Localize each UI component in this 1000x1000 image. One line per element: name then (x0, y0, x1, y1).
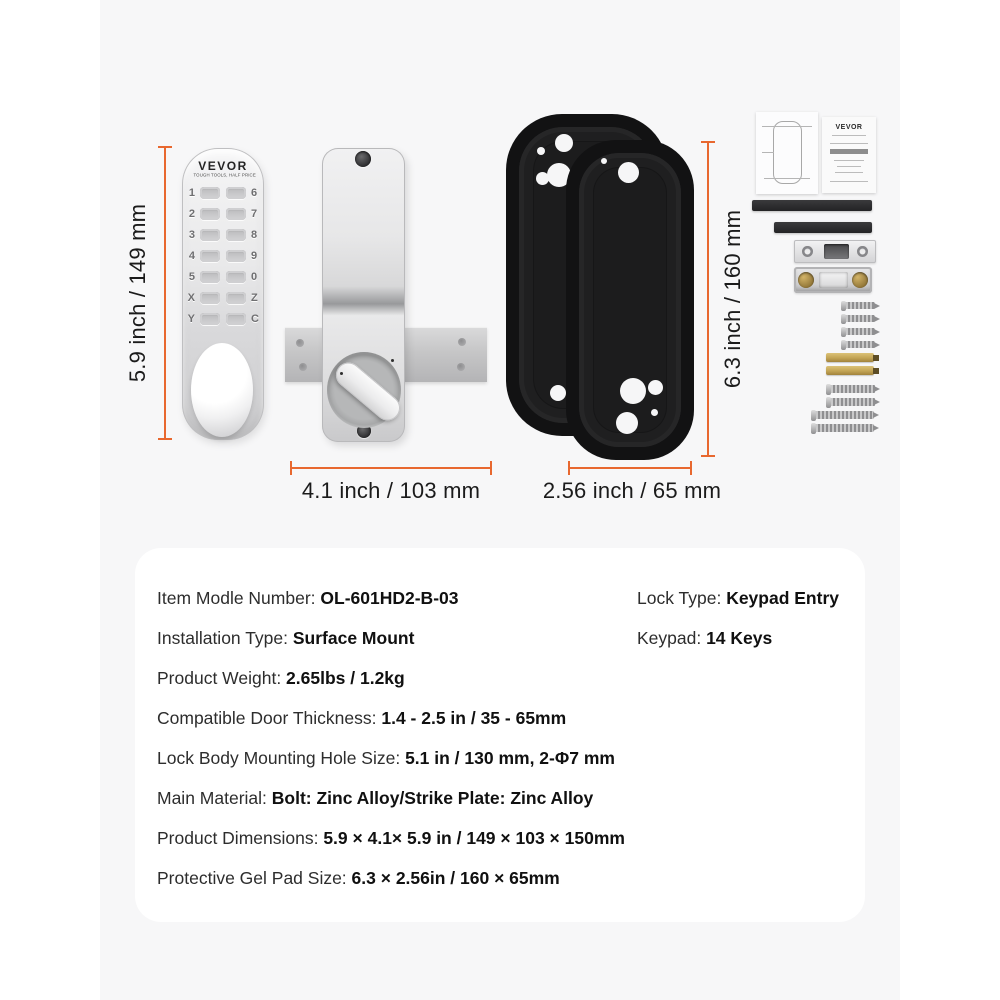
screw-hole-top (355, 151, 371, 167)
bar-rivet (296, 339, 304, 347)
spec-label: Main Material: (157, 788, 272, 808)
dimension-label-keypad-height: 5.9 inch / 149 mm (125, 203, 150, 383)
keypad-row (182, 266, 264, 287)
key-button (200, 313, 220, 325)
key-button (226, 313, 246, 325)
spec-label: Lock Type: (637, 588, 727, 608)
keypad-keys (182, 182, 264, 329)
key-label: 6 (251, 186, 258, 199)
gel-pad-hole (618, 162, 639, 183)
spec-value: 2.65lbs / 1.2kg (286, 668, 405, 688)
gel-pad-hole (601, 158, 607, 164)
spec-value: Surface Mount (292, 628, 415, 648)
gel-pad-hole (620, 378, 646, 404)
manual-text-line (834, 160, 864, 161)
template-drawing (773, 121, 802, 184)
dimension-line-gel-pad-height (707, 143, 709, 455)
keypad-row (182, 203, 264, 224)
bar-rivet (457, 363, 465, 371)
gel-pad-hole (648, 380, 663, 395)
brass-spindle (826, 366, 874, 375)
screw-long (812, 411, 874, 419)
key-button (200, 187, 220, 199)
key-label: 8 (251, 228, 258, 241)
key-button (200, 271, 220, 283)
spec-value: OL-601HD2-B-03 (320, 588, 459, 608)
rubber-strip-long (752, 200, 872, 211)
spec-row-mounting-hole-size (157, 738, 625, 778)
dimension-label-lock-body-width: 4.1 inch / 103 mm (301, 478, 481, 503)
spec-value: 5.9 × 4.1× 5.9 in / 149 × 103 × 150mm (323, 828, 625, 848)
key-label: 3 (188, 228, 195, 241)
screw-small (842, 341, 875, 348)
instruction-manual-paper (822, 117, 876, 193)
key-button (226, 187, 246, 199)
dimension-line-lock-body-width (292, 467, 490, 469)
gel-pad-hole (537, 147, 545, 155)
spec-row-door-thickness (157, 698, 625, 738)
bar-rivet (458, 338, 466, 346)
indicator-dot (391, 359, 394, 362)
spec-row-product-dimensions (157, 818, 625, 858)
spec-row-item-model-number (157, 578, 625, 618)
key-button (200, 208, 220, 220)
spec-value: Bolt: Zinc Alloy/Strike Plate: Zinc Alloy (271, 788, 594, 808)
key-label: 2 (188, 207, 195, 220)
spec-label: Protective Gel Pad Size: (157, 868, 352, 888)
keypad-row (182, 245, 264, 266)
spec-value: 5.1 in / 130 mm, 2-Φ7 mm (405, 748, 615, 768)
key-button (226, 250, 246, 262)
key-label: Y (187, 312, 195, 325)
keypad-row (182, 287, 264, 308)
keypad-row (182, 182, 264, 203)
screw-small (842, 328, 875, 335)
key-label: 7 (251, 207, 258, 220)
rubber-strip-short (774, 222, 872, 233)
indicator-dot (340, 372, 343, 375)
dimension-label-gel-pad-height: 6.3 inch / 160 mm (720, 209, 745, 389)
strike-plate (794, 240, 876, 263)
key-button (226, 208, 246, 220)
gel-pad-hole (550, 385, 566, 401)
manual-text-line (832, 135, 866, 136)
spec-label: Product Dimensions: (157, 828, 324, 848)
strike-plate-hole (857, 246, 868, 257)
key-label: Z (251, 291, 258, 304)
drilling-template-paper (756, 112, 818, 194)
key-button (226, 229, 246, 241)
key-label: C (251, 312, 259, 325)
spec-column-right (637, 578, 839, 658)
screw-long (812, 424, 874, 432)
keypad-row (182, 308, 264, 329)
manual-text-line (830, 181, 868, 182)
gel-pad-hole (536, 172, 549, 185)
spec-label: Keypad: (637, 628, 707, 648)
screw-medium (827, 398, 875, 406)
spec-label: Product Weight: (157, 668, 287, 688)
template-line (762, 152, 774, 153)
spec-label: Compatible Door Thickness: (157, 708, 382, 728)
screw-medium (827, 385, 875, 393)
screw-small (842, 315, 875, 322)
key-button (226, 292, 246, 304)
spec-value: 1.4 - 2.5 in / 35 - 65mm (381, 708, 567, 728)
key-button (226, 271, 246, 283)
key-label: 1 (188, 186, 195, 199)
template-line (764, 178, 810, 179)
spec-panel (135, 548, 865, 922)
key-label: 0 (251, 270, 258, 283)
spec-row-main-material (157, 778, 625, 818)
screw-small (842, 302, 875, 309)
vevor-tagline: TOUGH TOOLS, HALF PRICE (193, 173, 256, 179)
strike-box-opening (819, 272, 848, 288)
keypad-knob (191, 343, 253, 437)
spec-column-left (157, 578, 625, 898)
bar-rivet (299, 363, 307, 371)
manual-text-line (837, 166, 861, 167)
strike-box (794, 267, 872, 293)
spec-label: Lock Body Mounting Hole Size: (157, 748, 406, 768)
keypad-row (182, 224, 264, 245)
brass-screw (798, 272, 814, 288)
strike-plate-hole (802, 246, 813, 257)
dimension-line-gel-pad-width (570, 467, 690, 469)
gel-pad-hole (616, 412, 638, 434)
spec-row-keypad (637, 618, 839, 658)
spec-row-lock-type (637, 578, 839, 618)
spec-label: Item Modle Number: (157, 588, 321, 608)
spec-value: Keypad Entry (726, 588, 839, 608)
manual-vevor-logo: VEVOR (835, 124, 863, 131)
key-label: X (187, 291, 195, 304)
vevor-logo: VEVOR (198, 159, 248, 173)
spec-value: 14 Keys (706, 628, 773, 648)
dimension-label-gel-pad-width: 2.56 inch / 65 mm (542, 478, 722, 503)
spec-label: Installation Type: (157, 628, 293, 648)
gel-pad-hole (555, 134, 573, 152)
key-button (200, 292, 220, 304)
spec-row-installation-type (157, 618, 625, 658)
gel-pad-hole (651, 409, 658, 416)
key-label: 9 (251, 249, 258, 262)
dimension-line-keypad-height (164, 148, 166, 438)
brass-spindle (826, 353, 874, 362)
brass-screw (852, 272, 868, 288)
key-button (200, 250, 220, 262)
key-label: 5 (188, 270, 195, 283)
manual-text-block (830, 149, 868, 154)
manual-text-line (830, 143, 868, 144)
spec-row-gel-pad-size (157, 858, 625, 898)
key-button (200, 229, 220, 241)
key-label: 4 (188, 249, 195, 262)
spec-row-product-weight (157, 658, 625, 698)
spec-value: 6.3 × 2.56in / 160 × 65mm (351, 868, 560, 888)
strike-plate-slot (824, 244, 849, 259)
manual-text-line (835, 172, 863, 173)
template-line (762, 126, 812, 127)
